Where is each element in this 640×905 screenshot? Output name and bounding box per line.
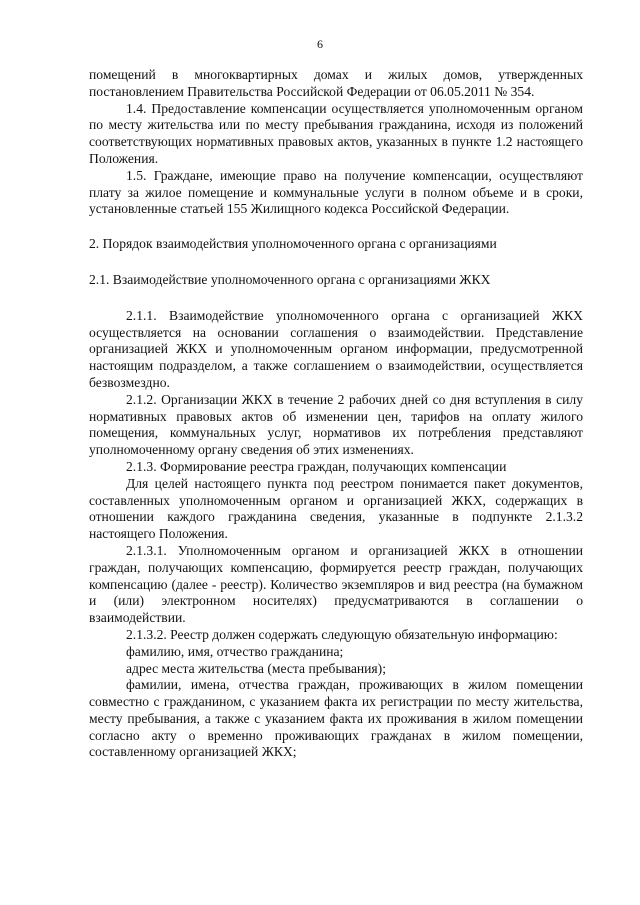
paragraph-2-1-1: 2.1.1. Взаимодействие уполномоченного органа с организацией ЖКХ осуществляется на основании соглашения о взаимодействии. Представление организацией ЖКХ и уполномоченным органом информации, предусмотренной настоящим подразделом, а также соглашением о взаимодействии, осуществляется безвозмездно. — [89, 307, 583, 390]
paragraph-1-4: 1.4. Предоставление компенсации осуществляется уполномоченным органом по месту жительства или по месту пребывания гражданина, исходя из положений соответствующих нормативных правовых актов, указанных в пункте 1.2 настоящего Положения. — [89, 100, 583, 166]
list-item-address: адрес места жительства (места пребывания); — [126, 660, 386, 676]
paragraph-2-1-3-2: 2.1.3.2. Реестр должен содержать следующую обязательную информацию: — [126, 626, 558, 642]
subsection-heading-2-1: 2.1. Взаимодействие уполномоченного органа с организациями ЖКХ — [89, 271, 491, 287]
page-number: 6 — [317, 37, 323, 51]
section-heading-2: 2. Порядок взаимодействия уполномоченного органа с организациями — [89, 236, 497, 252]
document-body — [89, 67, 583, 761]
paragraph-registry-definition: Для целей настоящего пункта под реестром понимается пакет документов, составленных уполномоченным органом и организацией ЖКХ, содержащих в отношении каждого гражданина сведения, указанные в подпункте 2.1.3.2 настоящего Положения. — [89, 475, 583, 542]
list-item-full-name: фамилию, имя, отчество гражданина; — [126, 643, 344, 659]
paragraph-continuation: помещений в многоквартирных домах и жилых домов, утвержденных постановлением Правительства Российской Федерации от 06.05.2011 № 354. — [89, 67, 583, 99]
paragraph-2-1-3-1: 2.1.3.1. Уполномоченным органом и организацией ЖКХ в отношении граждан, получающих компенсацию, формируется реестр граждан, получающих компенсацию (далее - реестр). Количество экземпляров и вид реестра (на бумажном и (или) электронном носителях) предусматриваются в соглашении о взаимодействии. — [89, 542, 583, 626]
paragraph-2-1-2: 2.1.2. Организации ЖКХ в течение 2 рабочих дней со дня вступления в силу нормативных правовых актов об изменении цен, тарифов на оплату жилого помещения, коммунальных услуг, нормативов их потребления представляют уполномоченному органу сведения об этих изменениях. — [89, 391, 583, 458]
paragraph-2-1-3: 2.1.3. Формирование реестра граждан, получающих компенсации — [126, 458, 507, 474]
paragraph-1-5: 1.5. Граждане, имеющие право на получение компенсации, осуществляют плату за жилое помещение и коммунальные услуги в полном объеме и в сроки, установленные статьей 155 Жилищного кодекса Российской Федерации. — [89, 167, 583, 217]
list-item-cohabitants: фамилии, имена, отчества граждан, проживающих в жилом помещении совместно с гражданином, с указанием факта их регистрации по месту жительства, месту пребывания, а также с указанием факта их проживания в жилом помещении согласно акту о временно проживающих гражданах в жилом помещении, составленному организацией ЖКХ; — [89, 677, 583, 760]
